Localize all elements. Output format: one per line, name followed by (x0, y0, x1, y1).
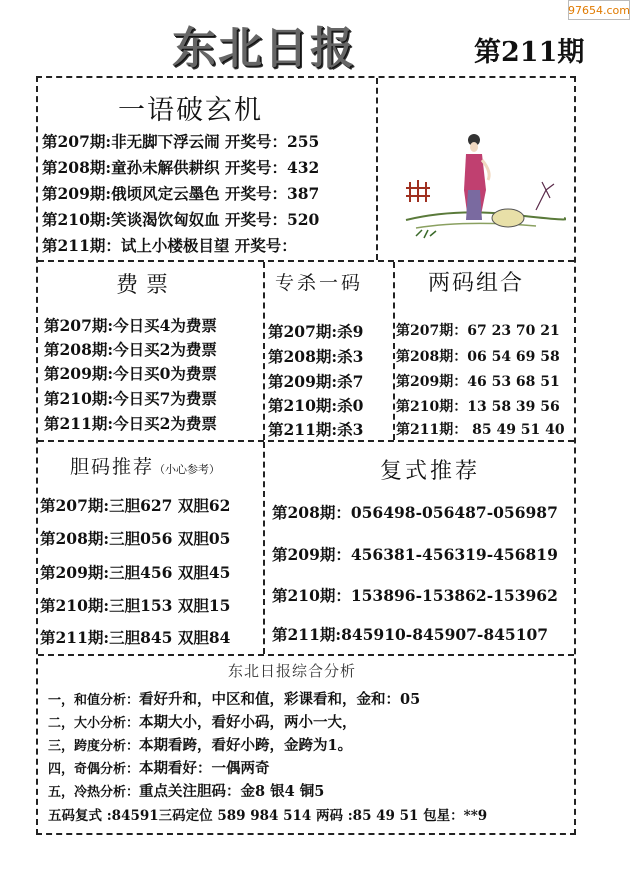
fee-divider (263, 262, 265, 440)
site-watermark: 97654.com (568, 0, 630, 20)
combo-row: 第208期：06 54 69 58 (396, 349, 560, 365)
analysis-title: 东北日报综合分析 (228, 662, 357, 680)
kill-row: 第210期:杀0 (268, 396, 364, 415)
fushi-row: 第208期：056498-056487-056987 (272, 503, 558, 522)
dan-title-text: 胆码推荐 (70, 456, 155, 478)
combo-row: 第211期： 85 49 51 40 (396, 422, 565, 438)
riddle-divider (376, 78, 378, 260)
analysis-text: 看好升和，中区和值，彩课看和，金和：05 (139, 691, 421, 708)
fee-row: 第208期:今日买2为费票 (44, 340, 217, 359)
kill-row: 第207期:杀9 (268, 322, 364, 341)
woman-illustration (396, 120, 566, 250)
dan-row: 第207期:三胆627 双胆62 (40, 496, 231, 515)
analysis-footer: 五码复式 :84591三码定位 589 984 514 两码 :85 49 51 包星：**9 (48, 808, 488, 824)
analysis-label: 五，冷热分析： (48, 785, 140, 800)
analysis-text: 本期看跨，看好小跨，金跨为1。 (139, 737, 353, 754)
fee-row: 第211期:今日买2为费票 (44, 414, 217, 433)
analysis-label: 三，跨度分析： (48, 739, 140, 754)
fushi-row: 第211期:845910-845907-845107 (272, 625, 549, 644)
analysis-row (48, 757, 270, 778)
kill-row: 第209期:杀7 (268, 372, 364, 391)
riddle-row: 第208期:童孙未解供耕织 开奖号：432 (42, 158, 320, 177)
fee-title: 费票 (116, 273, 177, 298)
combo-row: 第207期：67 23 70 21 (396, 323, 560, 339)
analysis-row (48, 780, 324, 801)
kill-title: 专杀一码 (275, 272, 364, 294)
kill-row: 第208期:杀3 (268, 347, 364, 366)
dan-row: 第209期:三胆456 双胆45 (40, 563, 231, 582)
riddle-row: 第210期:笑谈渴饮匈奴血 开奖号：520 (42, 210, 320, 229)
divider-1 (38, 260, 574, 262)
analysis-text: 本期看好：一偶两奇 (139, 760, 270, 777)
fushi-title: 复式推荐 (380, 459, 481, 484)
kill-divider (393, 262, 395, 440)
dan-row: 第211期:三胆845 双胆84 (40, 628, 231, 647)
combo-title: 两码组合 (428, 271, 525, 296)
riddle-title: 一语破玄机 (118, 95, 263, 126)
issue-number: 第211期 (474, 37, 585, 68)
fee-row: 第210期:今日买7为费票 (44, 389, 217, 408)
newspaper-masthead: 东北日报 (172, 23, 356, 74)
analysis-label: 四，奇偶分析： (48, 762, 140, 777)
dan-row: 第208期:三胆056 双胆05 (40, 529, 231, 548)
fushi-row: 第209期：456381-456319-456819 (272, 545, 558, 564)
divider-3 (38, 654, 574, 656)
analysis-row (48, 688, 420, 709)
riddle-row: 第209期:俄顷风定云墨色 开奖号：387 (42, 184, 320, 203)
riddle-row: 第207期:非无脚下浮云闹 开奖号：255 (42, 132, 320, 151)
combo-row: 第210期：13 58 39 56 (396, 399, 560, 415)
kill-row: 第211期:杀3 (268, 420, 364, 439)
analysis-text: 重点关注胆码：金8 银4 铜5 (139, 783, 325, 800)
fushi-row: 第210期：153896-153862-153962 (272, 586, 558, 605)
fee-row: 第207期:今日买4为费票 (44, 316, 217, 335)
divider-2 (38, 440, 574, 442)
analysis-row (48, 734, 352, 755)
combo-row: 第209期：46 53 68 51 (396, 374, 560, 390)
dan-title-note: （小心参考） (154, 463, 221, 476)
analysis-text: 本期大小，看好小码，两小一大， (139, 714, 357, 731)
dan-divider (263, 442, 265, 654)
analysis-label: 二，大小分析： (48, 716, 140, 731)
dan-row: 第210期:三胆153 双胆15 (40, 596, 231, 615)
fee-row: 第209期:今日买0为费票 (44, 364, 217, 383)
analysis-label: 一，和值分析： (48, 693, 140, 708)
analysis-row (48, 711, 357, 732)
dan-title (70, 452, 220, 479)
riddle-row: 第211期：试上小楼极目望 开奖号： (42, 236, 297, 255)
